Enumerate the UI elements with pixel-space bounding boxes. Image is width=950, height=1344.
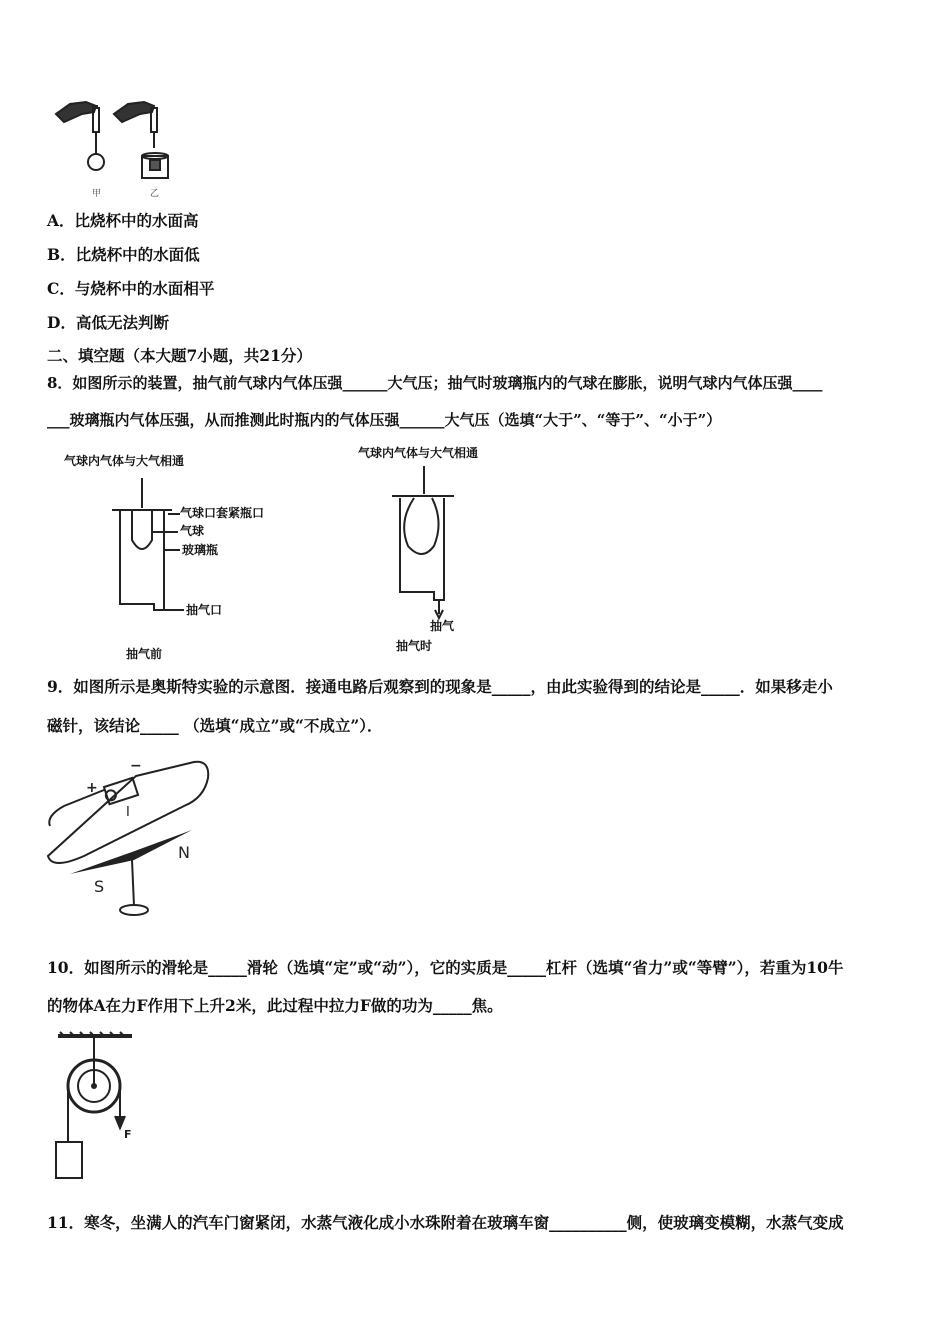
- oersted-figure: [44, 756, 214, 926]
- spring-scale-figure: [52, 96, 182, 200]
- q8-left-top-label: 气球内气体与大气相通: [64, 454, 185, 468]
- q8-label-balloon: 气球: [180, 524, 205, 538]
- q7-option-c: C．与烧杯中的水面相平: [47, 279, 215, 298]
- fig-label-yi: 乙: [150, 189, 160, 199]
- q8-label-mouth: 气球口套紧瓶口: [180, 506, 265, 520]
- q10-line2: 的物体A在力F作用下上升2米，此过程中拉力F做的功为_____焦。: [47, 996, 503, 1015]
- oersted-north: N: [178, 843, 190, 862]
- section2-heading: 二、填空题（本大题7小题，共21分）: [47, 346, 312, 365]
- q8-line1: 8．如图所示的装置，抽气前气球内气体压强______大气压；抽气时玻璃瓶内的气球在膨胀，说明气球内气体压强____: [47, 374, 823, 392]
- pulley-force-label: F: [124, 1128, 132, 1141]
- q8-label-pump: 抽气: [430, 619, 455, 633]
- q8-line2: ___玻璃瓶内气体压强，从而推测此时瓶内的气体压强______大气压（选填“大于”、“等于”、“小于”）: [47, 411, 722, 429]
- oersted-south: S: [94, 877, 105, 896]
- q9-line1: 9．如图所示是奥斯特实验的示意图．接通电路后观察到的现象是_____，由此实验得到的结论是_____．如果移走小: [47, 677, 833, 696]
- q8-figure-before: [60, 448, 320, 668]
- q10-line1: 10．如图所示的滑轮是_____滑轮（选填“定”或“动”），它的实质是_____杠杆（选填“省力”或“等臂”），若重为10牛: [47, 958, 844, 977]
- q7-option-d: D．高低无法判断: [47, 313, 169, 332]
- q7-option-b: B．比烧杯中的水面低: [47, 245, 200, 264]
- q8-figure-during: [350, 442, 550, 662]
- fig-label-jia: 甲: [92, 189, 102, 199]
- q11-line1: 11．寒冬，坐满人的汽车门窗紧闭，水蒸气液化成小水珠附着在玻璃车窗__________侧，使玻璃变模糊，水蒸气变成: [47, 1213, 844, 1232]
- q8-right-top-label: 气球内气体与大气相通: [358, 446, 479, 460]
- pulley-figure: [50, 1030, 150, 1190]
- q8-left-caption: 抽气前: [126, 647, 163, 661]
- oersted-minus: −: [130, 758, 142, 774]
- q8-right-caption: 抽气时: [396, 639, 433, 653]
- oersted-current: I: [126, 805, 130, 820]
- q9-line2: 磁针，该结论_____ （选填“成立”或“不成立”）．: [47, 716, 383, 735]
- q8-label-outlet: 抽气口: [186, 603, 223, 617]
- q7-option-a: A．比烧杯中的水面高: [47, 211, 199, 230]
- q8-label-bottle: 玻璃瓶: [182, 543, 219, 557]
- oersted-plus: +: [86, 780, 98, 796]
